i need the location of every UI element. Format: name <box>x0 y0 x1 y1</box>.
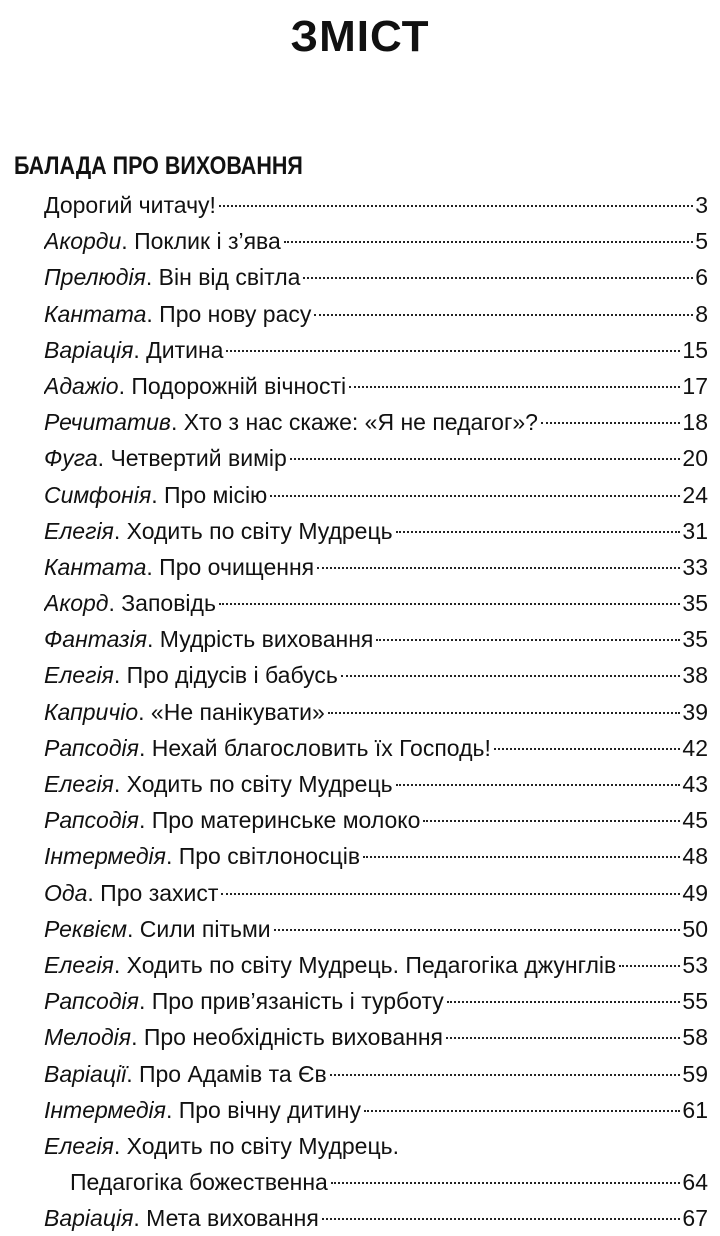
toc-entry-title: . Про нову расу <box>146 300 312 327</box>
dot-leader <box>330 1074 681 1076</box>
toc-entry-title: . Про очищення <box>146 553 315 580</box>
toc-entry-text <box>44 332 223 368</box>
toc-entry <box>44 332 708 368</box>
toc-entry-page: 53 <box>682 951 708 978</box>
dot-leader <box>619 965 680 967</box>
toc-entry-page: 15 <box>682 336 708 363</box>
dot-leader <box>423 820 680 822</box>
toc-entry-page: 67 <box>682 1205 708 1232</box>
toc-entry-page: 6 <box>695 264 708 291</box>
toc-entry-text <box>44 1056 327 1092</box>
toc-entry-page: 17 <box>682 372 708 399</box>
toc-entry-genre: Елегія <box>44 1132 114 1159</box>
toc-entry-genre: Рапсодія <box>44 988 139 1015</box>
dot-leader <box>221 893 680 895</box>
dot-leader <box>363 856 680 858</box>
toc-entry-page: 49 <box>682 879 708 906</box>
toc-entry <box>44 947 708 983</box>
toc-entry <box>44 259 708 295</box>
toc-entry <box>44 838 708 874</box>
toc-entry-title: . Про материнське молоко <box>138 807 421 834</box>
toc-entry-title: . Четвертий вимір <box>97 445 287 472</box>
toc-entry-genre: Кантата <box>44 553 147 580</box>
toc-entry-page: 55 <box>682 988 708 1015</box>
toc-entry-genre: Елегія <box>44 771 114 797</box>
toc-entry-text <box>44 657 338 693</box>
toc-entry <box>44 657 708 693</box>
toc-entry-genre: Мелодія <box>44 1024 132 1051</box>
toc-entry <box>44 983 708 1019</box>
toc-entry-text <box>44 440 287 476</box>
toc-entry-text <box>44 621 373 657</box>
toc-entry <box>44 1164 708 1200</box>
toc-entry-genre: Речитатив <box>44 409 171 436</box>
toc-entry-genre: Варіації <box>44 1060 127 1087</box>
toc-entry-text <box>44 296 311 332</box>
toc-entry-title: Педагогіка божественна <box>70 1169 328 1196</box>
toc-entry-genre: Акорди <box>44 228 122 255</box>
toc-entry-page: 18 <box>682 409 708 436</box>
dot-leader <box>328 712 681 714</box>
dot-leader <box>446 1037 680 1039</box>
toc-entry-genre: Фуга <box>44 445 98 472</box>
toc-entry-text <box>44 585 216 621</box>
toc-entry-page: 33 <box>682 553 708 580</box>
toc-entry-text <box>44 223 281 259</box>
toc-entry-title: . Про місію <box>151 481 268 508</box>
toc-entry-text <box>44 513 393 549</box>
toc-entry-title: . Про вічну дитину <box>165 1096 361 1123</box>
toc-entry-title: Дорогий читачу! <box>44 192 216 218</box>
toc-entry-page: 48 <box>682 843 708 870</box>
toc-entry-title: . Про захист <box>87 879 219 906</box>
toc-entry-genre: Капричіо <box>44 698 139 725</box>
toc-entry-title: . Про необхідність виховання <box>131 1024 443 1051</box>
toc-entry <box>44 1092 708 1128</box>
toc-entry-text <box>44 766 393 802</box>
toc-entry-title: . Він від світла <box>145 264 301 291</box>
toc-entry-title: . Ходить по світу Мудрець <box>113 771 393 797</box>
toc-entry-text <box>44 1019 443 1055</box>
toc-entry-title: . Мета виховання <box>133 1205 319 1232</box>
toc-entry <box>44 585 708 621</box>
toc-entry <box>44 694 708 730</box>
toc-entry-text <box>44 404 538 440</box>
toc-entry-page: 5 <box>695 228 708 255</box>
toc-entry-genre: Рапсодія <box>44 734 139 761</box>
toc-entry-page: 64 <box>682 1169 708 1196</box>
toc-entry-text <box>44 187 216 223</box>
dot-leader <box>284 241 693 243</box>
toc-entry-text <box>44 549 314 585</box>
toc-entry-page: 61 <box>682 1096 708 1123</box>
toc-entry-page: 50 <box>682 915 708 942</box>
toc-entry-page: 45 <box>682 807 708 834</box>
toc-entry-genre: Елегія <box>44 951 114 978</box>
dot-leader <box>270 495 680 497</box>
toc-entry-genre: Елегія <box>44 517 114 544</box>
toc-entry-page: 35 <box>682 590 708 617</box>
dot-leader <box>349 386 680 388</box>
toc-entry-text <box>44 875 218 911</box>
toc-entry-text <box>44 259 300 295</box>
toc-entry <box>44 802 708 838</box>
toc-entry-title: . Дитина <box>133 336 224 363</box>
toc-entry-title: . «Не панікувати» <box>138 698 325 725</box>
toc-entry-title: . Заповідь <box>108 590 216 617</box>
toc-entry-genre: Ода <box>44 879 88 906</box>
toc-entry-title: . Нехай благословить їх Господь! <box>138 734 491 761</box>
toc-entry-genre: Адажіо <box>44 372 119 399</box>
toc-entry <box>44 766 708 802</box>
toc-entry-genre: Фантазія <box>44 626 148 653</box>
dot-leader <box>331 1182 681 1184</box>
toc-entry-genre: Симфонія <box>44 481 152 508</box>
toc-entry <box>44 1056 708 1092</box>
toc-entry-text <box>44 477 267 513</box>
toc-entry <box>44 368 708 404</box>
toc-entry-page: 31 <box>682 517 708 544</box>
toc-entry-page: 24 <box>682 481 708 508</box>
toc-entry <box>44 621 708 657</box>
page-title: ЗМІСТ <box>290 12 430 61</box>
toc-entry-genre: Варіація <box>44 1205 134 1232</box>
dot-leader <box>219 603 680 605</box>
toc-entry-genre: Інтермедія <box>44 843 166 870</box>
toc-entry-title: . Поклик і з’ява <box>121 228 281 255</box>
toc-entry-genre: Варіація <box>44 336 134 363</box>
toc-entry <box>44 875 708 911</box>
dot-leader <box>274 929 681 931</box>
toc-entry-text <box>44 1128 399 1164</box>
toc-entry-page: 3 <box>695 192 708 218</box>
toc-entry-text <box>44 838 360 874</box>
toc-entry-page: 59 <box>682 1060 708 1087</box>
toc-entry <box>44 1200 708 1236</box>
toc-entry-text <box>44 1200 319 1236</box>
toc-entry-genre: Реквієм <box>44 915 128 942</box>
toc-entry-page: 58 <box>682 1024 708 1051</box>
toc-entry <box>44 440 708 476</box>
toc-entry <box>44 223 708 259</box>
toc-entry-title: . Хто з нас скаже: «Я не педагог»? <box>170 409 538 436</box>
toc-entry-page: 43 <box>682 771 708 797</box>
dot-leader <box>376 639 680 641</box>
toc-entry <box>44 549 708 585</box>
section-heading: БАЛАДА ПРО ВИХОВАННЯ <box>14 152 303 180</box>
toc-entry-title: . Про дідусів і бабусь <box>113 662 338 689</box>
dot-leader <box>314 314 693 316</box>
toc-entry-text <box>44 1164 328 1200</box>
toc-entry-genre: Кантата <box>44 300 147 327</box>
dot-leader <box>317 567 680 569</box>
toc-entry-page: 39 <box>682 698 708 725</box>
toc-entry-text <box>44 694 325 730</box>
toc-entry <box>44 911 708 947</box>
toc-entry-genre: Акорд <box>44 590 109 617</box>
toc-entry-title: . Ходить по світу Мудрець. Педагогіка джунглів <box>113 951 617 978</box>
dot-leader <box>303 277 693 279</box>
toc-entry <box>44 1019 708 1055</box>
toc-entry <box>44 477 708 513</box>
toc-entry-title: . Про Адамів та Єв <box>126 1060 327 1087</box>
toc-entry <box>44 296 708 332</box>
dot-leader <box>290 458 681 460</box>
dot-leader <box>447 1001 681 1003</box>
toc-entry-genre: Елегія <box>44 662 114 689</box>
dot-leader <box>396 531 681 533</box>
dot-leader <box>396 784 681 786</box>
toc-entry-text <box>44 947 616 983</box>
dot-leader <box>226 350 680 352</box>
toc-entry-page: 38 <box>682 662 708 689</box>
toc-entry <box>44 1128 708 1164</box>
toc-entry-genre: Рапсодія <box>44 807 139 834</box>
table-of-contents <box>44 187 708 1236</box>
toc-entry <box>44 513 708 549</box>
toc-entry-page: 35 <box>682 626 708 653</box>
dot-leader <box>341 675 681 677</box>
dot-leader <box>364 1110 680 1112</box>
toc-entry-text <box>44 730 491 766</box>
toc-entry <box>44 730 708 766</box>
toc-entry-title: . Подорожній вічності <box>118 372 347 399</box>
toc-entry-genre: Інтермедія <box>44 1096 166 1123</box>
dot-leader <box>494 748 681 750</box>
toc-entry-text <box>44 1092 361 1128</box>
dot-leader <box>219 205 693 207</box>
toc-entry-title: . Ходить по світу Мудрець <box>113 517 393 544</box>
toc-entry-text <box>44 983 444 1019</box>
toc-entry-text <box>44 368 346 404</box>
dot-leader <box>541 422 680 424</box>
toc-entry-text <box>44 911 271 947</box>
toc-entry-title: . Про світлоносців <box>165 843 361 870</box>
toc-entry-genre: Прелюдія <box>44 264 146 291</box>
toc-entry-title: . Мудрість виховання <box>147 626 374 653</box>
toc-entry-title: . Ходить по світу Мудрець. <box>113 1132 400 1159</box>
toc-entry-title: . Сили пітьми <box>127 915 271 942</box>
toc-entry-title: . Про прив’язаність і турботу <box>138 988 444 1015</box>
dot-leader <box>322 1218 681 1220</box>
toc-entry-page: 8 <box>695 300 708 327</box>
toc-entry <box>44 404 708 440</box>
toc-entry-page: 20 <box>682 445 708 472</box>
toc-entry <box>44 187 708 223</box>
toc-entry-page: 42 <box>682 734 708 761</box>
toc-entry-text <box>44 802 420 838</box>
